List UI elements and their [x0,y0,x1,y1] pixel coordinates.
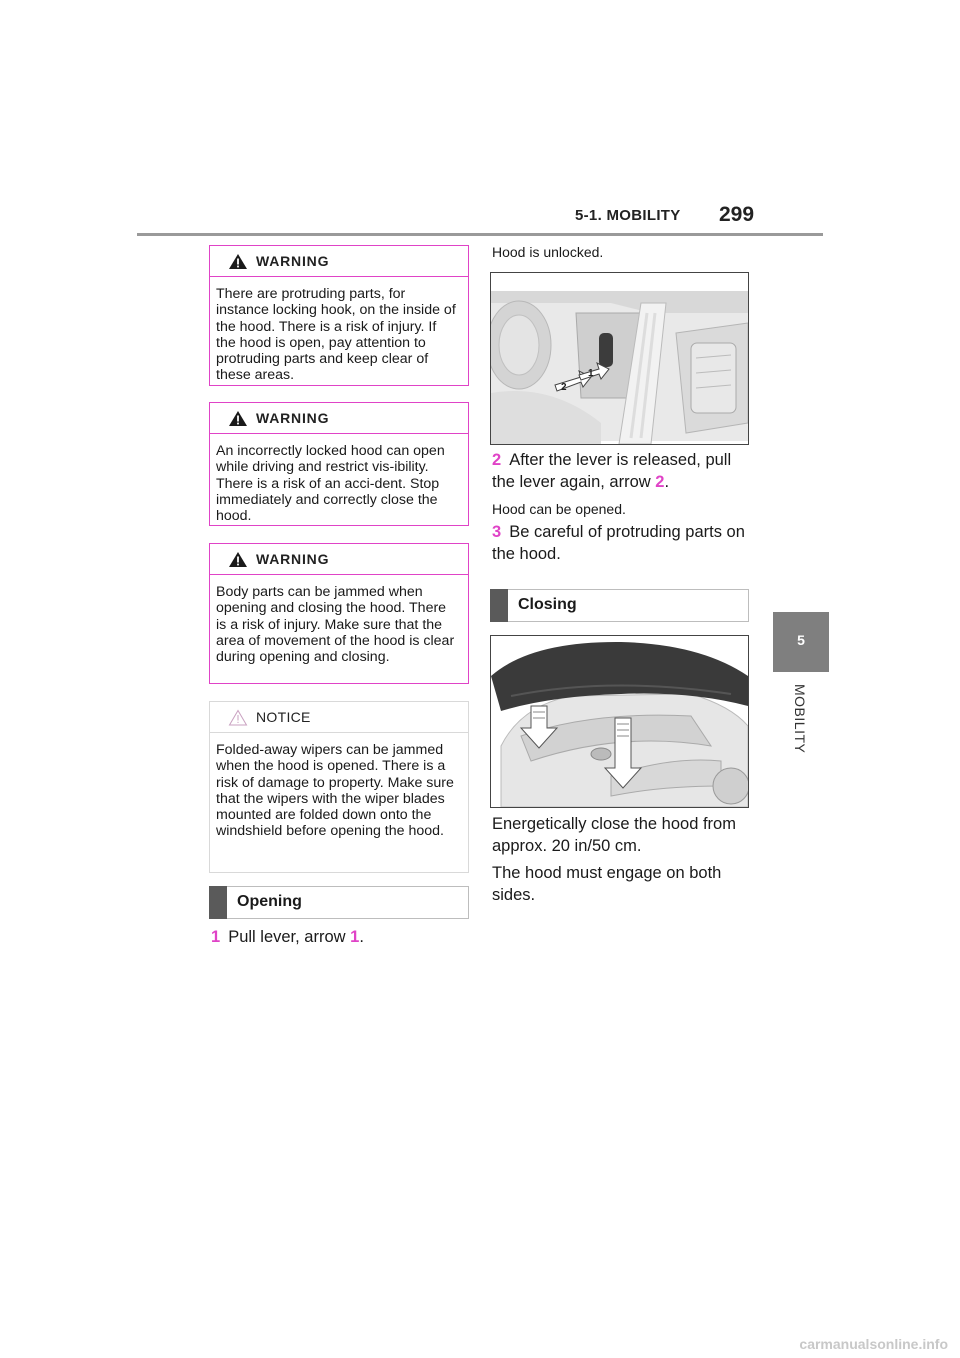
closing-drawing [491,636,748,807]
warning-triangle-icon [228,551,248,568]
notice-label: NOTICE [256,709,311,725]
header-rule [137,233,823,236]
hood-closing-illustration [490,635,749,808]
callout-2: 2 [561,382,567,393]
notice-header [210,702,468,733]
step-number: 2 [492,451,502,469]
step-3 [492,521,752,565]
closing-instruction: Energetically close the hood from approx. 20 in/50 cm. [492,815,736,855]
heading-bar [490,589,508,622]
step-text: Pull lever, arrow [228,928,351,946]
chapter-number: 5 [797,632,805,648]
step-text: After the lever is released, pull the lever again, arrow [492,451,732,491]
warning-text: An incorrectly locked hood can open while driving and restrict vis-ibility. There is a risk of an acci-dent. Stop immediately and correctly close the hood. [216,443,445,525]
warning-header [210,544,468,575]
warning-label: WARNING [256,253,330,269]
step-number: 3 [492,523,502,541]
watermark: carmanualsonline.info [799,1336,948,1352]
hood-release-lever-illustration [490,272,749,445]
notice-triangle-icon [228,709,248,726]
closing-note: The hood must engage on both sides. [492,864,722,904]
result-hood-can-open: Hood can be opened. [492,501,626,517]
warning-box-body-parts [209,543,469,684]
heading-bar [209,886,227,919]
opening-heading [209,886,469,919]
warning-box-protruding-parts [209,245,469,386]
warning-triangle-icon [228,253,248,270]
lever-drawing [491,273,748,444]
chapter-side-label [778,684,818,764]
step-2 [492,449,754,493]
warning-text: There are protruding parts, for instance locking hook, on the inside of the hood. There is a risk of injury. If the hood is open, pay attention to protruding parts and keep clear of these areas. [216,286,456,384]
step-end: . [359,928,364,946]
section-title: 5-1. MOBILITY [575,207,681,224]
warning-box-incorrectly-locked [209,402,469,526]
step-1 [211,926,471,948]
warning-header [210,403,468,434]
step-end: . [664,473,670,491]
warning-label: WARNING [256,410,330,426]
page-number: 299 [719,203,755,226]
notice-text: Folded-away wipers can be jammed when the hood is opened. There is a risk of damage to property. Make sure that the wipers with the wiper blades mounted are folded down onto the windshield before opening the hood. [216,742,454,840]
step-number: 1 [211,928,221,946]
warning-header [210,246,468,277]
chapter-tab [773,612,829,672]
warning-text: Body parts can be jammed when opening and closing the hood. There is a risk of injury. Make sure that the area of movement of the hood is clear during opening and closing. [216,584,455,666]
step-text: Be careful of protruding parts on the hood. [492,523,745,563]
chapter-label-text: MOBILITY [792,684,808,754]
result-hood-unlocked: Hood is unlocked. [492,244,604,260]
arrow-reference: 1 [350,928,360,946]
arrow-reference: 2 [655,473,665,491]
warning-triangle-icon [228,410,248,427]
closing-heading [490,589,749,622]
notice-box-wipers [209,701,469,873]
closing-heading-title: Closing [518,596,577,613]
opening-heading-title: Opening [237,893,302,910]
callout-1: 1 [588,368,594,379]
warning-label: WARNING [256,551,330,567]
